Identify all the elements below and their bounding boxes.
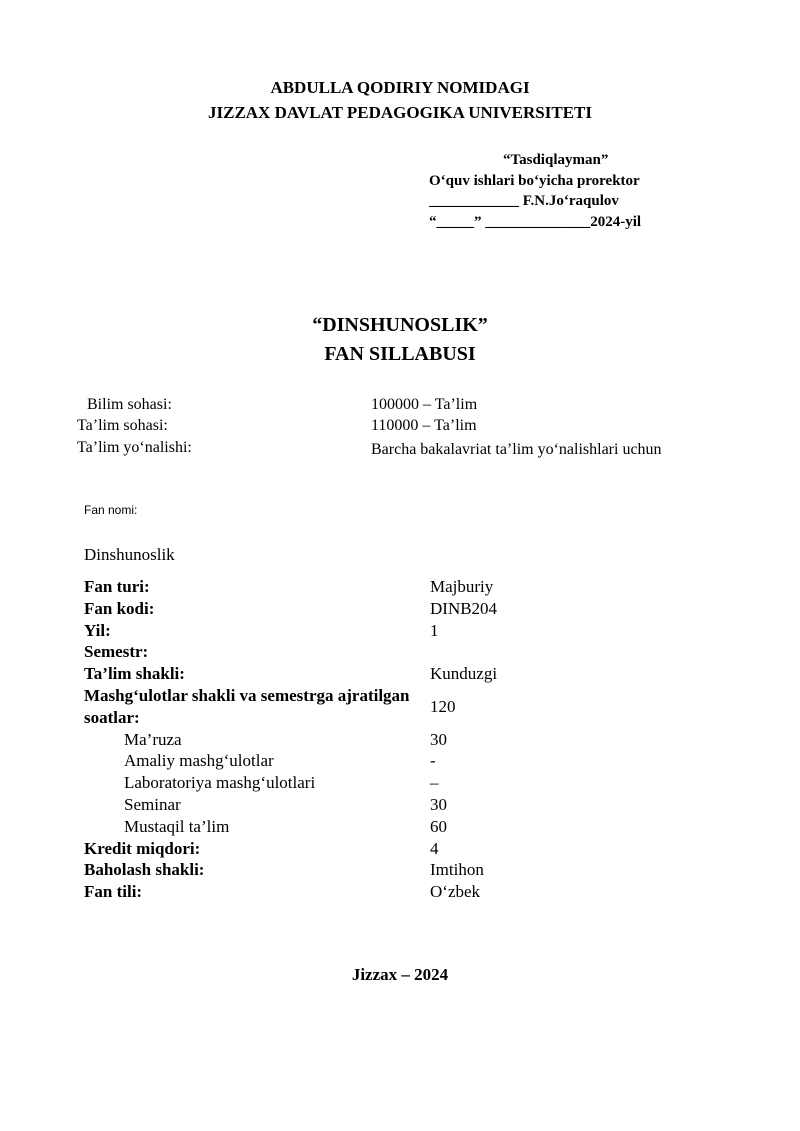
detail-label: Baholash shakli:	[84, 860, 205, 880]
info-value-talim-sohasi: 110000 – Ta’lim	[371, 417, 477, 434]
info-label-talim-yonalishi: Ta’lim yo‘nalishi:	[77, 439, 192, 456]
detail-label: Fan kodi:	[84, 598, 155, 618]
info-value-talim-yonalishi: Barcha bakalavriat ta’lim yo‘nalishlari uchun	[371, 441, 662, 458]
table-row	[84, 729, 497, 751]
syllabus-title: FAN SILLABUSI	[324, 343, 476, 365]
table-row	[84, 620, 497, 642]
table-row	[84, 641, 497, 663]
detail-label: Ta’lim shakli:	[84, 664, 185, 684]
approval-role: O‘quv ishlari bo‘yicha prorektor	[429, 173, 640, 189]
info-label-talim-sohasi: Ta’lim sohasi:	[77, 417, 168, 434]
info-value-bilim-sohasi: 100000 – Ta’lim	[371, 396, 478, 413]
detail-value: O‘zbek	[430, 882, 481, 902]
detail-label: Ma’ruza	[124, 729, 182, 749]
footer-city-year: Jizzax – 2024	[351, 965, 449, 984]
fan-nomi-label: Fan nomi:	[84, 503, 138, 517]
table-row	[84, 772, 497, 794]
detail-label: Fan tili:	[84, 882, 143, 902]
approval-signature-line: ____________ F.N.Jo‘raqulov	[429, 193, 619, 209]
detail-label: Seminar	[124, 794, 181, 814]
course-details-table	[84, 576, 497, 903]
detail-value: 30	[430, 794, 447, 814]
detail-label: Semestr:	[84, 642, 149, 662]
table-row	[84, 598, 497, 620]
detail-value: -	[430, 751, 436, 771]
detail-value: 4	[430, 838, 439, 858]
detail-label: Mashg‘ulotlar shakli va semestrga ajratilgan soatlar:	[84, 685, 410, 727]
table-row	[84, 685, 497, 729]
fan-nomi-value: Dinshunoslik	[84, 545, 175, 564]
info-label-bilim-sohasi: Bilim sohasi:	[87, 396, 172, 413]
detail-value: –	[430, 773, 439, 793]
approval-title: “Tasdiqlayman”	[503, 152, 609, 168]
detail-label: Laboratoriya mashg‘ulotlari	[124, 773, 316, 793]
table-row	[84, 816, 497, 838]
detail-value: Kunduzgi	[430, 664, 498, 684]
detail-value: 60	[430, 816, 447, 836]
detail-value	[430, 641, 497, 663]
detail-label: Fan turi:	[84, 577, 150, 596]
detail-value: Majburiy	[430, 577, 494, 596]
university-name-line1: ABDULLA QODIRIY NOMIDAGI	[270, 78, 530, 97]
table-row	[84, 663, 497, 685]
university-name-line2: JIZZAX DAVLAT PEDAGOGIKA UNIVERSITETI	[207, 103, 592, 122]
table-row	[84, 750, 497, 772]
approval-date-line: “_____” ______________2024-yil	[429, 214, 642, 230]
table-row	[84, 859, 497, 881]
table-row	[84, 838, 497, 860]
detail-label: Mustaqil ta’lim	[124, 816, 230, 836]
detail-label: Amaliy mashg‘ulotlar	[124, 751, 274, 771]
detail-value: DINB204	[430, 598, 498, 618]
detail-label: Kredit miqdori:	[84, 838, 201, 858]
subject-title: “DINSHUNOSLIK”	[312, 314, 488, 336]
table-row	[84, 881, 497, 903]
detail-value: 1	[430, 620, 439, 640]
table-row	[84, 794, 497, 816]
detail-value: 120	[430, 696, 456, 716]
table-row	[84, 576, 497, 598]
detail-value: 30	[430, 729, 447, 749]
detail-value: Imtihon	[430, 860, 484, 880]
detail-label: Yil:	[84, 620, 111, 640]
